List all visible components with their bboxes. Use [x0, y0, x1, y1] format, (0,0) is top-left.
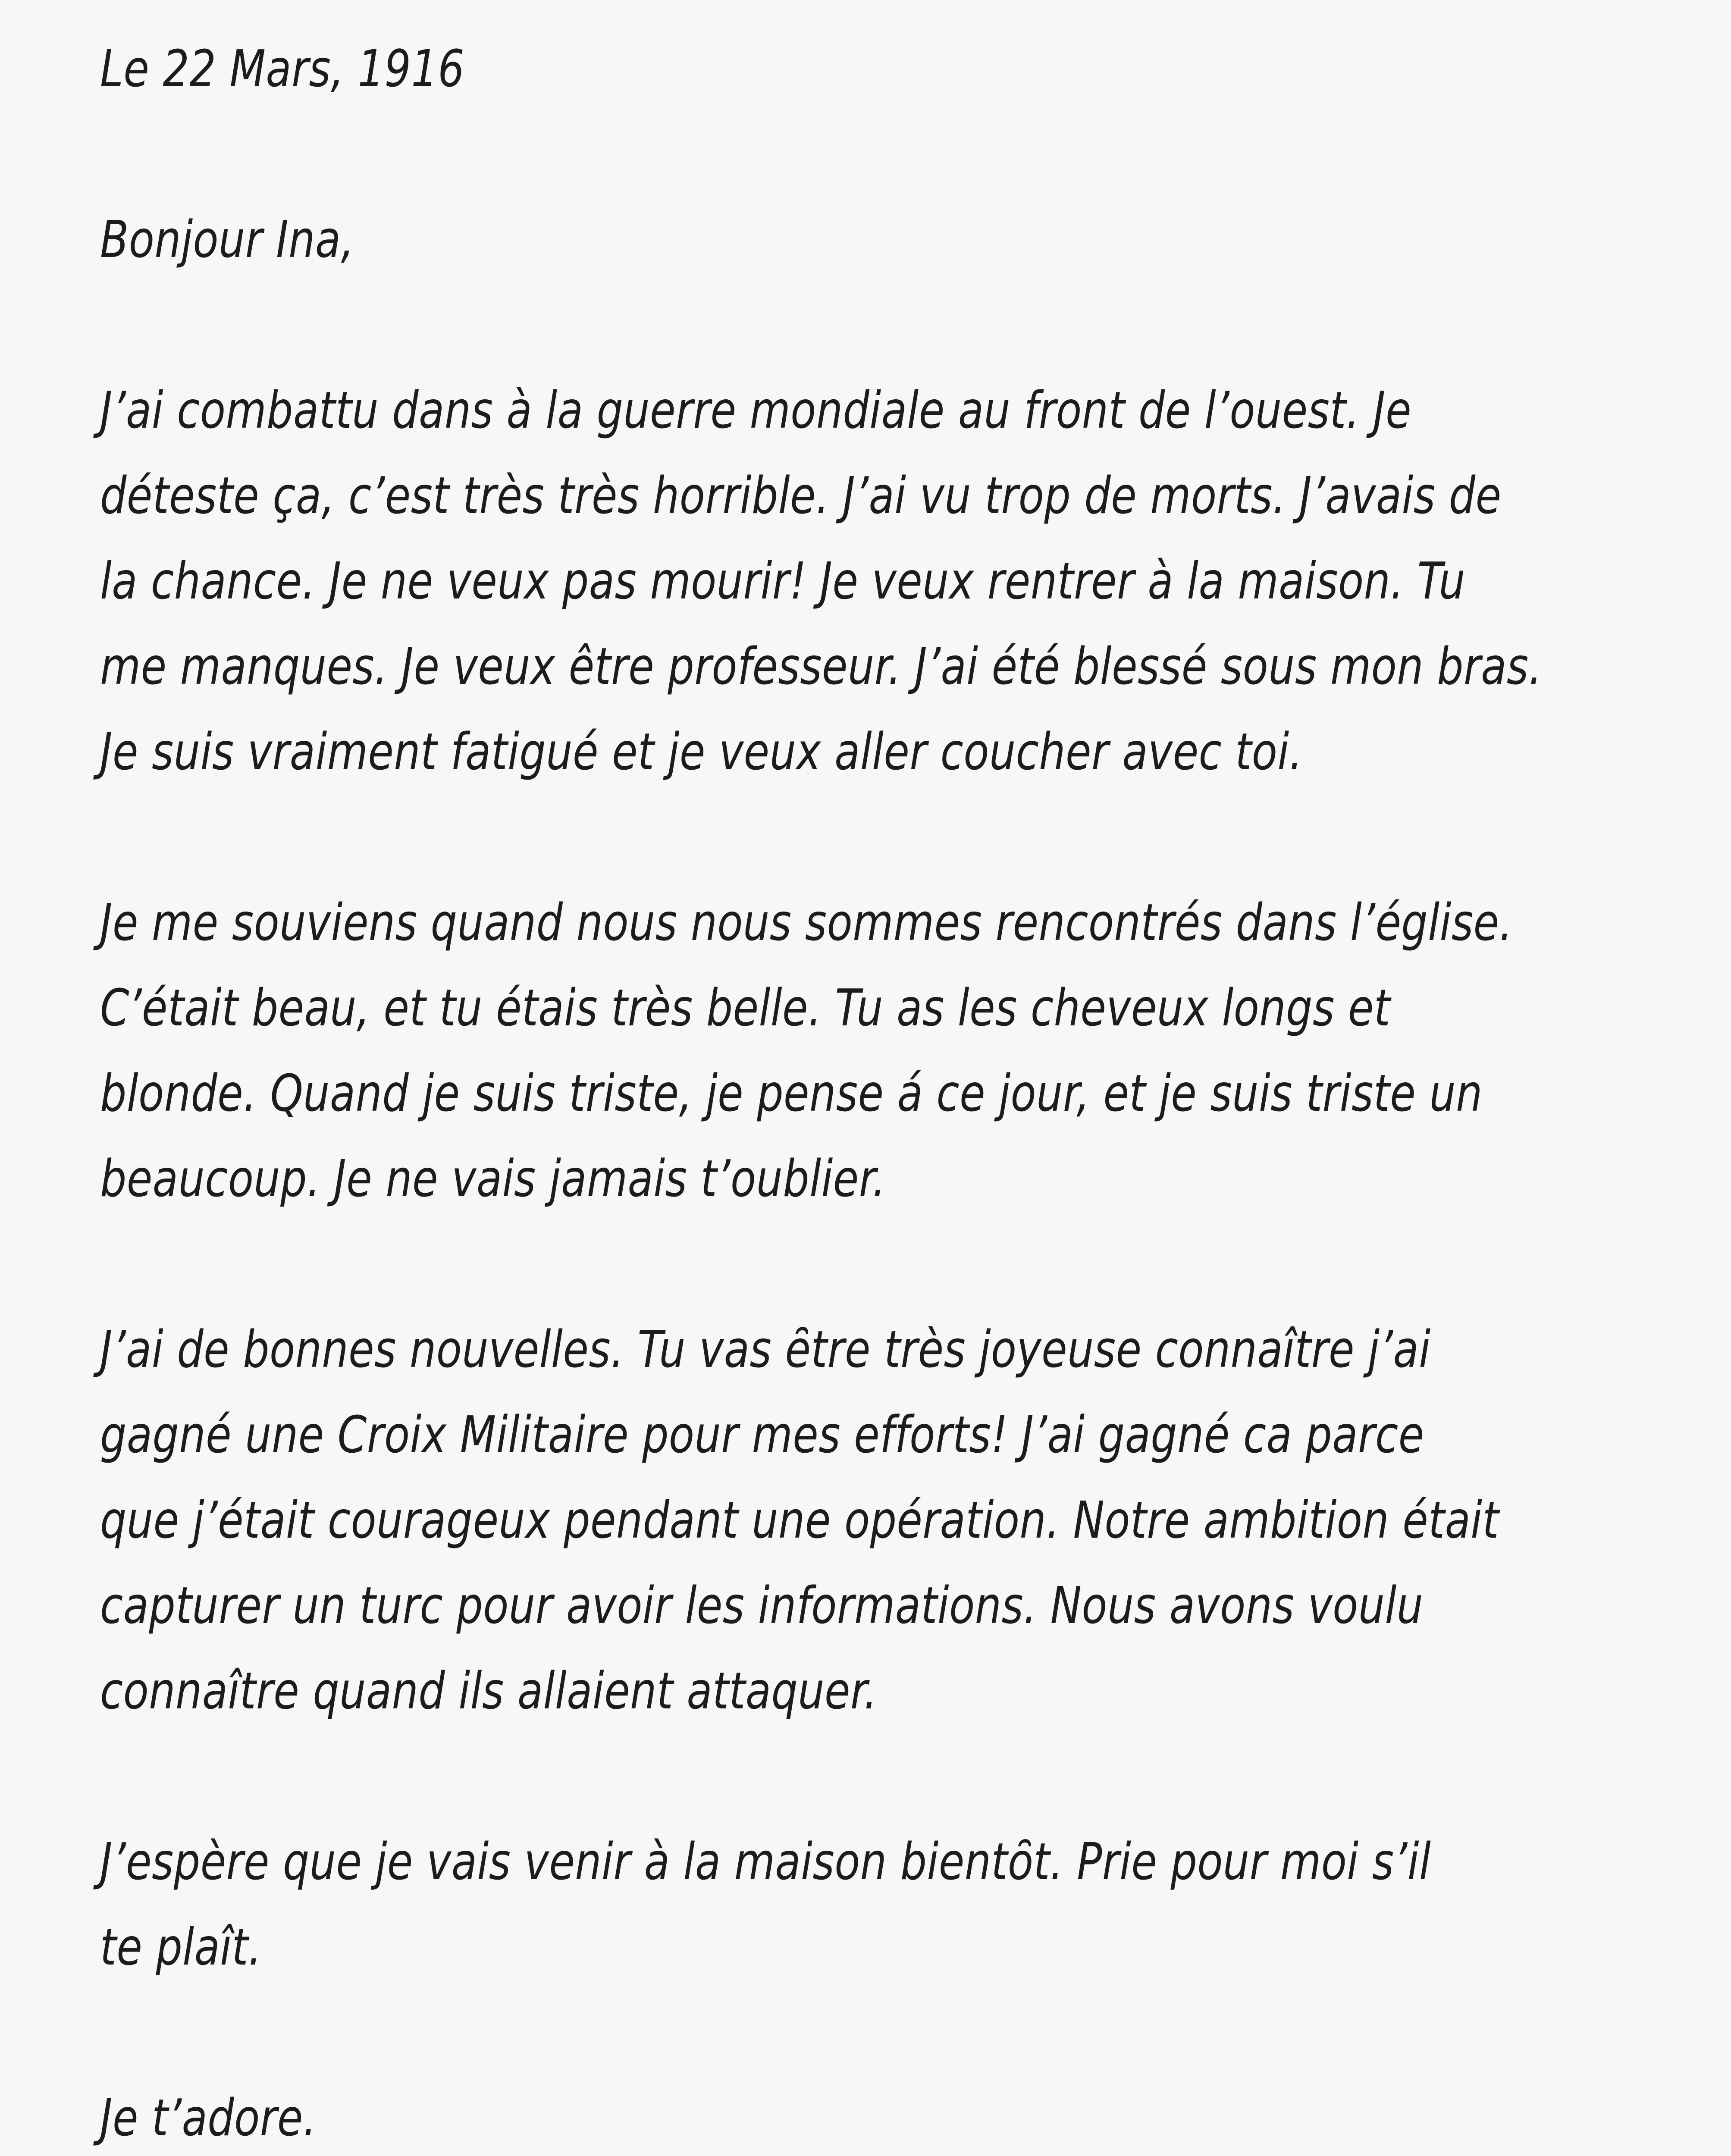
spacer: [100, 1221, 1380, 1307]
paragraph-line: blonde. Quand je suis triste, je pense á ce jour, et je suis triste un: [100, 1063, 1483, 1123]
paragraph-line: capturer un turc pour avoir les informations. Nous avons voulu: [100, 1576, 1424, 1635]
paragraph-line: C’était beau, et tu étais très belle. Tu as les cheveux longs et: [100, 978, 1391, 1037]
spacer: [100, 1990, 1380, 2075]
paragraph-line: connaître quand ils allaient attaquer.: [100, 1661, 878, 1720]
paragraph-line: J’ai de bonnes nouvelles. Tu vas ȇtre très joyeuse connaître j’ai: [100, 1319, 1431, 1379]
paragraph-war-front: [100, 367, 1542, 794]
spacer: [100, 794, 1380, 880]
letter-greeting: Bonjour Ina,: [100, 210, 354, 269]
paragraph-line: déteste ça, c’est très très horrible. J’ai vu trop de morts. J’avais de: [100, 466, 1502, 525]
paragraph-line: gagné une Croix Militaire pour mes efforts! J’ai gagné ca parce: [100, 1405, 1424, 1464]
paragraph-line: Je me souviens quand nous nous sommes rencontrés dans l’église.: [100, 893, 1513, 952]
paragraph-hope: [100, 1819, 1431, 1990]
paragraph-line: J’espère que je vais venir à la maison bientȏt. Prie pour moi s’il: [100, 1832, 1431, 1891]
spacer: [100, 282, 1380, 367]
paragraph-line: me manques. Je veux être professeur. J’ai été blessé sous mon bras.: [100, 636, 1542, 696]
paragraph-line: beaucoup. Je ne vais jamais t’oublier.: [100, 1149, 886, 1208]
paragraph-good-news: [100, 1307, 1499, 1733]
paragraph-line: J’ai combattu dans à la guerre mondiale au front de l’ouest. Je: [100, 380, 1412, 440]
paragraph-line: Je suis vraiment fatigué et je veux aller coucher avec toi.: [100, 722, 1303, 781]
spacer: [100, 111, 1380, 197]
paragraph-line: que j’était courageux pendant une opération. Notre ambition était: [100, 1490, 1499, 1550]
letter-date: Le 22 Mars, 1916: [100, 39, 465, 98]
letter-closing: Je t’adore.: [100, 2088, 317, 2147]
paragraph-line: la chance. Je ne veux pas mourir! Je veux rentrer à la maison. Tu: [100, 551, 1466, 611]
paragraph-memories: [100, 880, 1513, 1221]
letter-body: [100, 26, 1542, 2156]
paragraph-line: te plaît.: [100, 1917, 262, 1977]
spacer: [100, 1733, 1380, 1819]
